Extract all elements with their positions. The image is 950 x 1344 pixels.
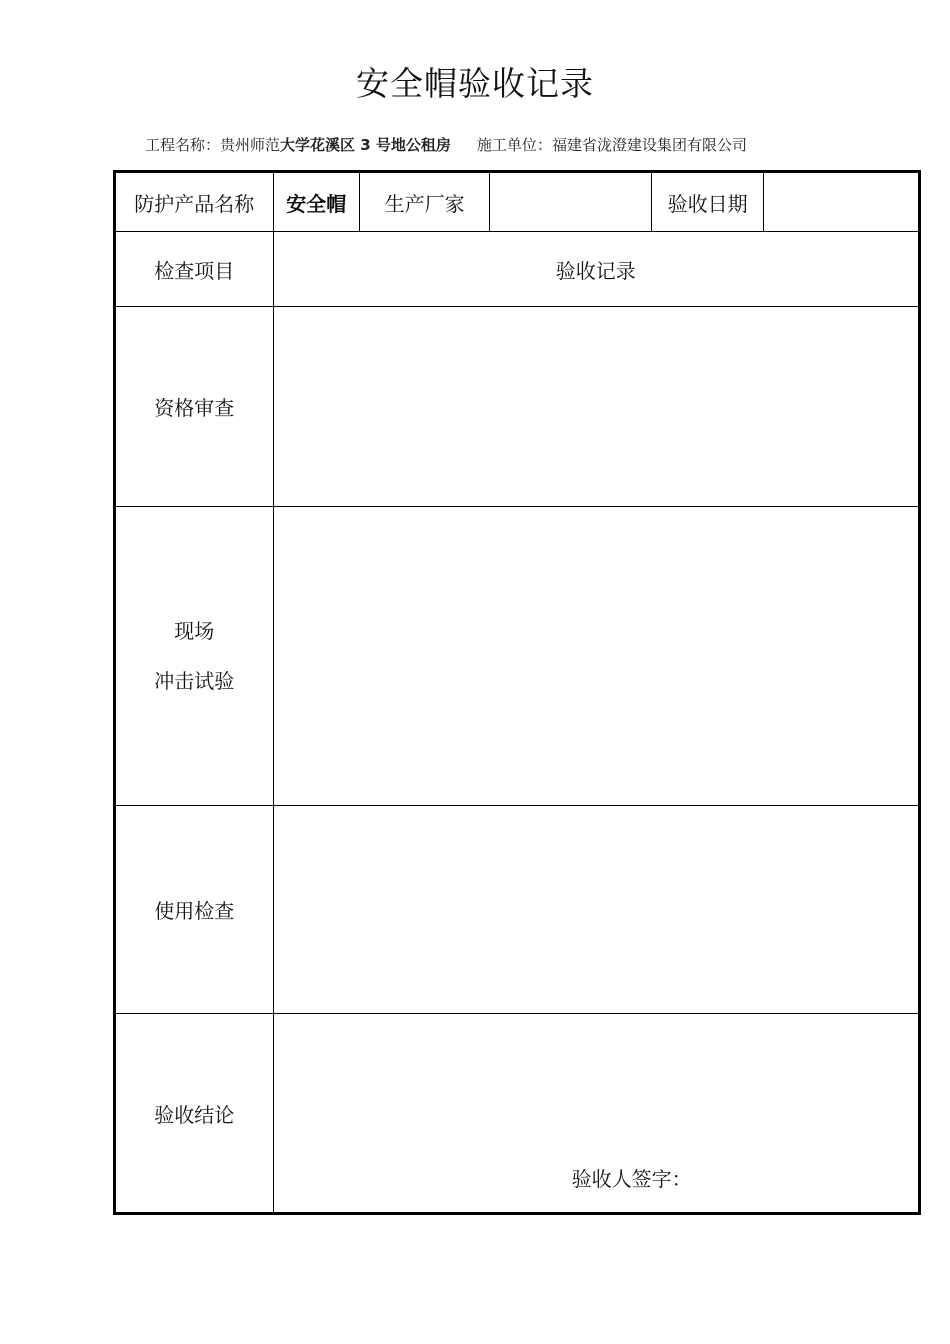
impact-test-label-line1: 现场 [174,619,215,643]
header-row [115,172,920,232]
usage-check-label: 使用检查 [115,806,274,1014]
usage-check-record [273,806,919,1014]
manufacturer-label: 生产厂家 [359,172,489,232]
project-info-line [145,134,747,155]
project-label: 工程名称： [145,136,221,154]
conclusion-label: 验收结论 [115,1014,274,1214]
impact-test-label-line2: 冲击试验 [154,669,235,693]
inspection-date-value [764,172,920,232]
product-name-label: 防护产品名称 [115,172,274,232]
impact-test-label [115,507,274,806]
inspection-date-label: 验收日期 [651,172,763,232]
document-title: 安全帽验收记录 [356,64,594,103]
project-name-bold: 大学花溪区 3 号地公租房 [280,136,451,154]
manufacturer-value [490,172,652,232]
product-name-value: 安全帽 [273,172,359,232]
column-header-row [115,232,920,307]
project-name-prefix: 贵州师范 [220,136,281,154]
impact-test-record [273,507,919,806]
table-row [115,1014,920,1214]
signer-label: 验收人签字： [571,1167,692,1191]
inspection-record-table [113,170,921,1215]
inspection-item-header: 检查项目 [115,232,274,307]
conclusion-record [273,1014,919,1214]
contractor-label: 施工单位： [476,136,552,154]
qualification-review-record [273,307,919,507]
inspection-record-header: 验收记录 [273,232,919,307]
table-row [115,507,920,806]
qualification-review-label: 资格审查 [115,307,274,507]
contractor-name: 福建省泷澄建设集团有限公司 [551,136,747,154]
table-row [115,307,920,507]
table-row [115,806,920,1014]
